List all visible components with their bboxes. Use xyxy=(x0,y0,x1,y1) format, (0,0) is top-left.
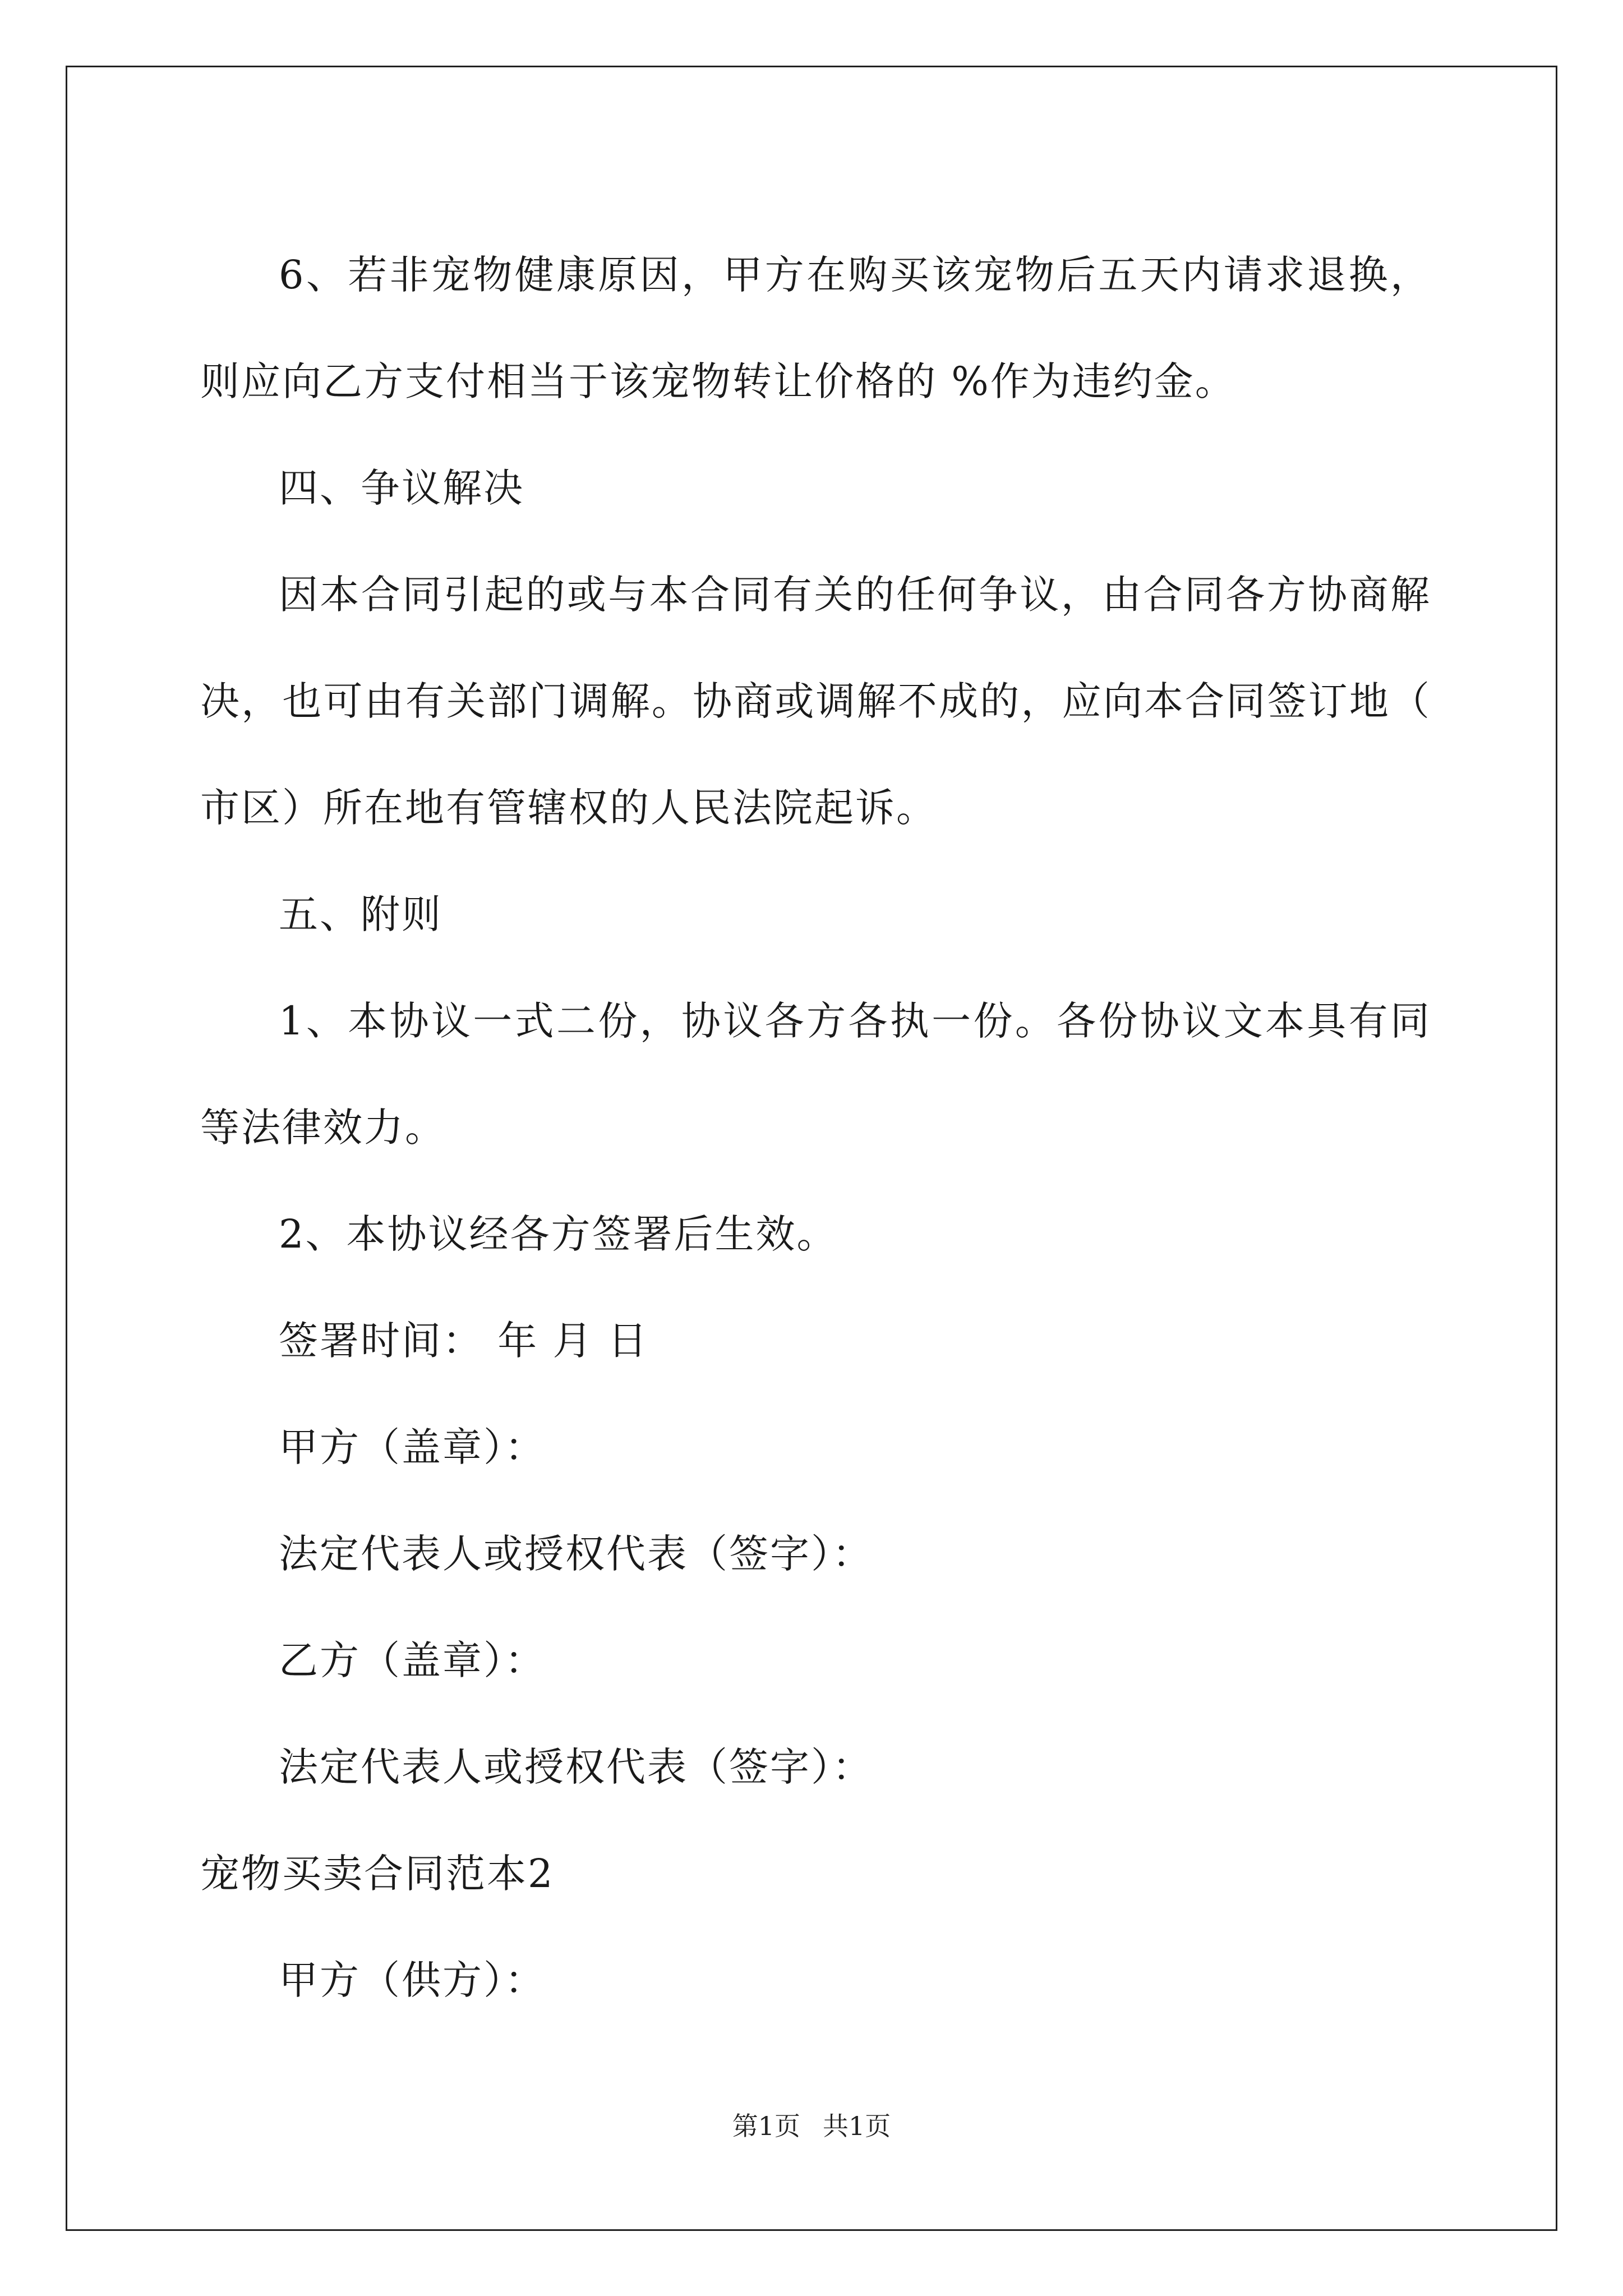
party-a-supplier-line: 甲方（供方）： xyxy=(279,1957,546,2003)
page-number-total: 共1页 xyxy=(823,2111,891,2141)
signing-date-line: 签署时间： 年 月 日 xyxy=(279,1318,649,1364)
party-b-representative-line: 法定代表人或授权代表（签字）： xyxy=(279,1744,873,1790)
section-heading-appendix: 五、附则 xyxy=(279,891,442,937)
page-footer xyxy=(0,2109,1623,2143)
party-b-seal-line: 乙方（盖章）： xyxy=(279,1637,546,1683)
section-heading-dispute: 四、争议解决 xyxy=(279,465,524,511)
paragraph-appendix-1: 1、本协议一式二份，协议各方各执一份。各份协议文本具有同等法律效力。 xyxy=(200,998,1431,1151)
document-body xyxy=(200,222,1431,2033)
document-subtitle: 宠物买卖合同范本2 xyxy=(200,1851,555,1897)
page-number-current: 第1页 xyxy=(732,2111,800,2141)
paragraph-appendix-2: 2、本协议经各方签署后生效。 xyxy=(279,1211,838,1257)
paragraph-clause-6: 6、若非宠物健康原因，甲方在购买该宠物后五天内请求退换，则应向乙方支付相当于该宠物转让价格的 %作为违约金。 xyxy=(200,252,1431,404)
party-a-representative-line: 法定代表人或授权代表（签字）： xyxy=(279,1531,873,1577)
party-a-seal-line: 甲方（盖章）： xyxy=(279,1424,546,1470)
paragraph-dispute-resolution: 因本合同引起的或与本合同有关的任何争议，由合同各方协商解决，也可由有关部门调解。协商或调解不成的，应向本合同签订地（ 市区）所在地有管辖权的人民法院起诉。 xyxy=(200,572,1431,831)
